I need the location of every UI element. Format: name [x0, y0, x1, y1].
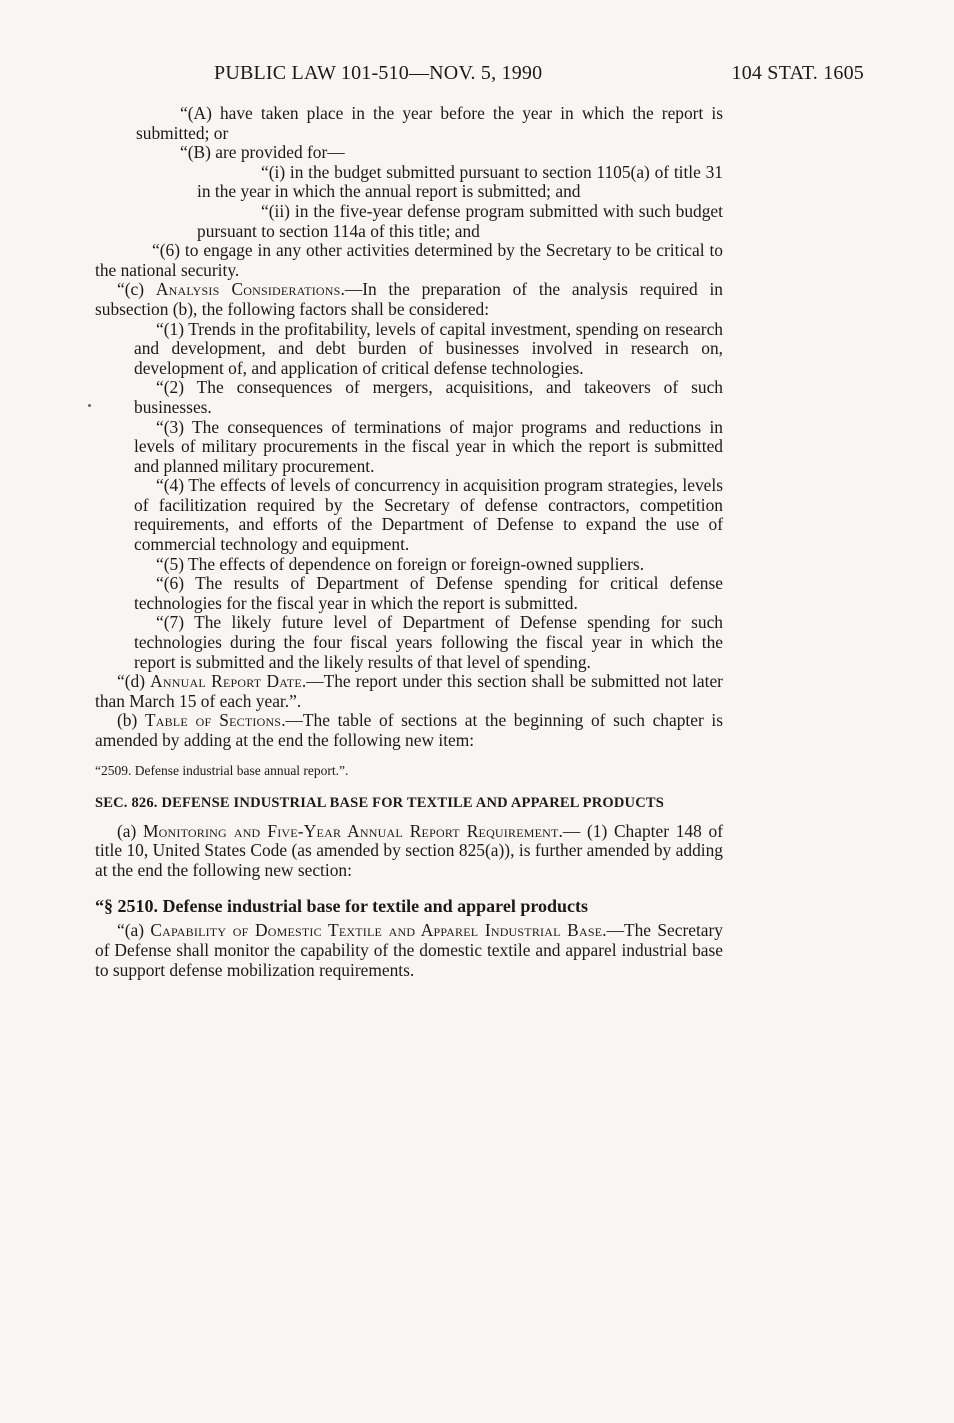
paragraph-ii: “(ii) in the five-year defense program submitted with such budget pursuant to section 114a of this title; and	[197, 200, 723, 241]
paragraph-A: “(A) have taken place in the year before the year in which the report is submitted; or	[136, 103, 723, 143]
paragraph-c-heading: Analysis Considerations	[155, 279, 341, 300]
paragraph-c1: “(1) Trends in the profitability, levels of capital investment, spending on research and development, and debt burden of businesses involved in research on, development of, and application of critical defense technologies.	[134, 318, 723, 378]
paragraph-c4: “(4) The effects of levels of concurrency in acquisition program strategies, levels of facilitization required by the Secretary of defense contractors, competition requirements, and efforts of the Department of Defense to expand the use of commercial technology and equipment.	[134, 475, 723, 555]
paragraph-c6: “(6) The results of Department of Defense spending for critical defense technologies for the fiscal year in which the report is submitted.	[134, 573, 723, 613]
paragraph-c3: “(3) The consequences of terminations of major programs and reductions in levels of military procurements in the fiscal year in which the report is submitted and planned military procurement.	[134, 416, 723, 476]
paragraph-c-text: .—In the preparation of the analysis required in subsection (b), the following factors shall be considered:	[95, 279, 724, 319]
section-826-heading: SEC. 826. DEFENSE INDUSTRIAL BASE FOR TEXTILE AND APPAREL PRODUCTS	[95, 794, 665, 811]
paragraph-c	[95, 280, 723, 319]
paragraph-2510a-heading: Capability of Domestic Textile and Apparel Industrial Base	[150, 920, 603, 941]
paragraph-c2: “(2) The consequences of mergers, acquisitions, and takeovers of such businesses.	[134, 377, 723, 417]
paragraph-c-lead: “(c)	[117, 279, 156, 300]
header-public-law: PUBLIC LAW 101-510—NOV. 5, 1990	[214, 62, 543, 84]
paragraph-b-text: .—The table of sections at the beginning of such chapter is amended by adding at the end the following new item:	[95, 710, 723, 750]
margin-mark	[88, 404, 91, 407]
paragraph-B: “(B) are provided for—	[180, 142, 345, 163]
statute-body	[95, 104, 723, 980]
paragraph-b-heading: Table of Sections	[144, 710, 282, 731]
paragraph-2510a-text: .—The Secretary of Defense shall monitor the capability of the domestic textile and apparel industrial base to support defense mobilization requirements.	[95, 920, 724, 980]
paragraph-826a-lead: (a)	[117, 820, 144, 841]
paragraph-826a-heading: Monitoring and Five-Year Annual Report Requirement	[143, 820, 559, 841]
section-2510-heading: “§ 2510. Defense industrial base for textile and apparel products	[95, 896, 589, 917]
header-stat-page: 104 STAT. 1605	[731, 62, 864, 84]
paragraph-826a-text: .— (1) Chapter 148 of title 10, United States Code (as amended by section 825(a)), is further amended by adding at the end the following new section:	[95, 820, 723, 880]
paragraph-b-table	[95, 711, 723, 750]
paragraph-2510a	[95, 921, 723, 980]
paragraph-c7: “(7) The likely future level of Department of Defense spending for such technologies during the four fiscal years following the fiscal year in which the report is submitted and the likely results of that level of spending.	[134, 612, 723, 672]
paragraph-6: “(6) to engage in any other activities determined by the Secretary to be critical to the national security.	[95, 240, 723, 280]
paragraph-i: “(i) in the budget submitted pursuant to section 1105(a) of title 31 in the year in which the annual report is submitted; and	[197, 161, 723, 202]
paragraph-c5: “(5) The effects of dependence on foreign or foreign-owned suppliers.	[156, 553, 645, 574]
paragraph-826a	[95, 822, 723, 881]
paragraph-d-heading: Annual Report Date	[150, 671, 302, 692]
paragraph-2510a-lead: “(a)	[117, 920, 151, 941]
paragraph-d-text: .—The report under this section shall be submitted not later than March 15 of each year.”.	[95, 671, 723, 711]
paragraph-d	[95, 672, 723, 711]
table-item-2509: “2509. Defense industrial base annual report.”.	[95, 762, 349, 778]
paragraph-d-lead: “(d)	[117, 671, 151, 692]
paragraph-b-lead: (b)	[117, 710, 145, 731]
